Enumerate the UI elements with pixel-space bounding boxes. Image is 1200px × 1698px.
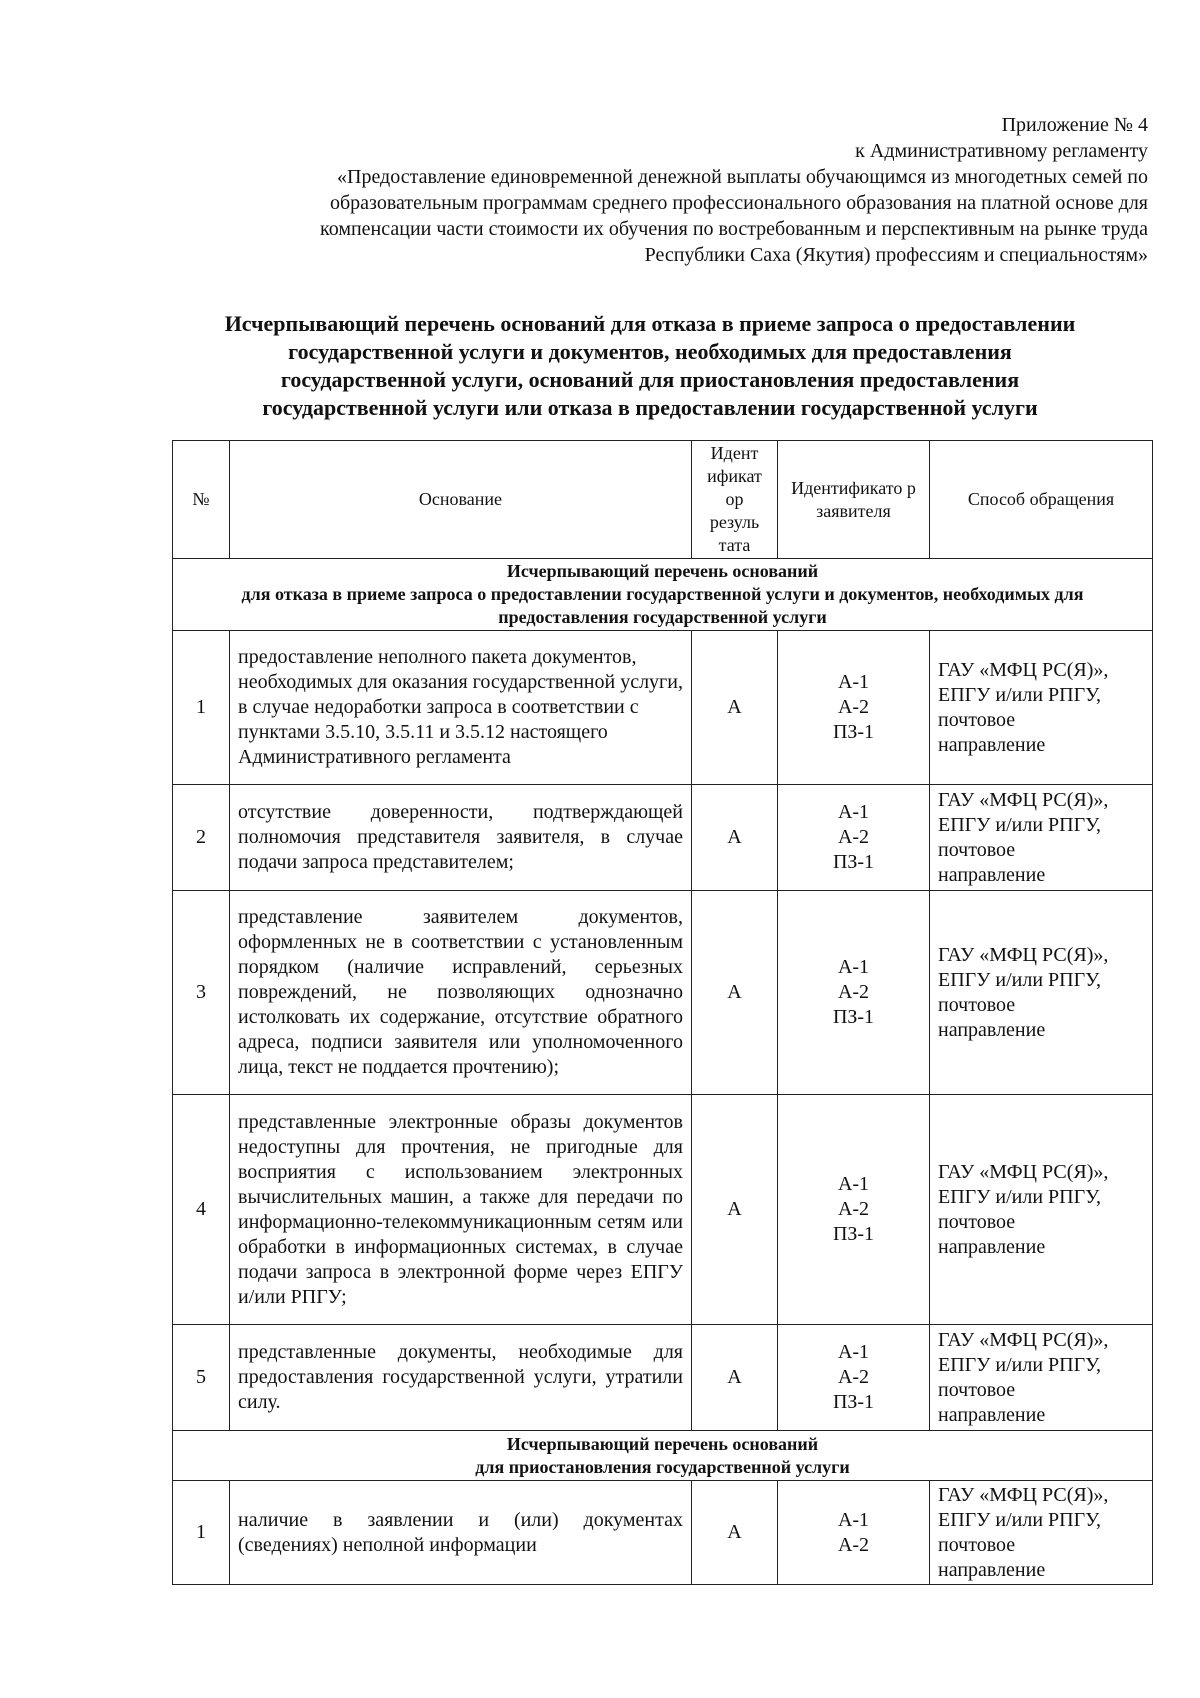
applicant-code: ПЗ-1 [832, 1223, 875, 1245]
header-num: № [173, 441, 230, 559]
method-line: ЕПГУ и/или РПГУ, [938, 683, 1102, 706]
applicant-code: А-1 [837, 801, 870, 823]
row-basis: представленные электронные образы документов недоступны для прочтения, не пригодные для восприятия с использованием электронных вычислительных машин, а также для передачи по информационно-телекоммуникационным сетям или обработки в информационных системах, в случае подачи запроса в электронной форме через ЕПГУ и/или РПГУ; [230, 1095, 692, 1325]
header-basis: Основание [230, 441, 692, 559]
row-applicant-id [778, 1095, 930, 1325]
appendix-line: «Предоставление единовременной денежной выплаты обучающимся из многодетных семей по [337, 166, 1148, 188]
row-number: 1 [173, 631, 230, 785]
method-line: направление [938, 1558, 1046, 1581]
section-title-line: для отказа в приеме запроса о предоставлении государственной услуги и документов, необходимых для предоставления государственной услуги [241, 584, 1084, 627]
applicant-code: А-2 [837, 826, 870, 848]
method-line: почтовое [938, 1210, 1016, 1233]
row-method [930, 1325, 1153, 1431]
appendix-line: Республики Саха (Якутия) профессиям и специальностям» [644, 244, 1148, 266]
row-method [930, 891, 1153, 1095]
method-line: ГАУ «МФЦ РС(Я)», [938, 1328, 1109, 1351]
row-result-id: А [692, 891, 778, 1095]
method-line: почтовое [938, 1378, 1016, 1401]
table-row [173, 1481, 1153, 1585]
header-result-id: Идент ификат ор резуль тата [692, 441, 778, 559]
row-number: 4 [173, 1095, 230, 1325]
row-basis: предоставление неполного пакета документов, необходимых для оказания государственной услуги, в случае недоработки запроса в соответствии с пунктами 3.5.10, 3.5.11 и 3.5.12 настоящего Административного регламента [230, 631, 692, 785]
row-result-id: А [692, 785, 778, 891]
method-line: направление [938, 863, 1046, 886]
section-title-line: для приостановления государственной услуги [475, 1456, 850, 1477]
row-method [930, 1481, 1153, 1585]
row-method [930, 785, 1153, 891]
method-line: ЕПГУ и/или РПГУ, [938, 1508, 1102, 1531]
header-method: Способ обращения [930, 441, 1153, 559]
applicant-code: А-1 [837, 1341, 870, 1363]
method-line: ГАУ «МФЦ РС(Я)», [938, 788, 1109, 811]
row-applicant-id [778, 891, 930, 1095]
method-line: почтовое [938, 708, 1016, 731]
applicant-code: А-1 [837, 956, 870, 978]
row-applicant-id [778, 631, 930, 785]
row-number: 1 [173, 1481, 230, 1585]
grounds-table [172, 440, 1153, 1585]
row-applicant-id [778, 785, 930, 891]
applicant-code: А-2 [837, 981, 870, 1003]
row-basis: представленные документы, необходимые для предоставления государственной услуги, утратили силу. [230, 1325, 692, 1431]
method-line: почтовое [938, 838, 1016, 861]
applicant-code: А-1 [837, 671, 870, 693]
method-line: направление [938, 1018, 1046, 1041]
appendix-line: к Административному регламенту [855, 140, 1148, 162]
row-result-id: А [692, 631, 778, 785]
row-applicant-id [778, 1325, 930, 1431]
method-line: ЕПГУ и/или РПГУ, [938, 1185, 1102, 1208]
applicant-code: А-2 [837, 1533, 870, 1556]
section-row [173, 1431, 1153, 1481]
method-line: ГАУ «МФЦ РС(Я)», [938, 943, 1109, 966]
method-line: направление [938, 1235, 1046, 1258]
heading-line: государственной услуги и документов, необходимых для предоставления [288, 339, 1012, 364]
section-row [173, 559, 1153, 631]
applicant-code: А-2 [837, 696, 870, 718]
appendix-header [148, 112, 1148, 268]
method-line: ЕПГУ и/или РПГУ, [938, 1353, 1102, 1376]
applicant-code: А-2 [837, 1198, 870, 1220]
applicant-code: А-2 [837, 1366, 870, 1388]
applicant-code: А-1 [837, 1508, 870, 1531]
appendix-line: Приложение № 4 [1001, 114, 1148, 136]
row-number: 2 [173, 785, 230, 891]
appendix-line: образовательным программам среднего профессионального образования на платной основе для [330, 192, 1148, 214]
row-basis: наличие в заявлении и (или) документах (сведениях) неполной информации [230, 1481, 692, 1585]
applicant-code: ПЗ-1 [832, 1006, 875, 1028]
heading-line: государственной услуги, оснований для приостановления предоставления [280, 367, 1020, 392]
method-line: ЕПГУ и/или РПГУ, [938, 968, 1102, 991]
row-basis: отсутствие доверенности, подтверждающей полномочия представителя заявителя, в случае подачи запроса представителем; [230, 785, 692, 891]
applicant-code: ПЗ-1 [832, 1391, 875, 1413]
heading-line: Исчерпывающий перечень оснований для отказа в приеме запроса о предоставлении [224, 311, 1076, 336]
table-row [173, 1325, 1153, 1431]
method-line: направление [938, 1403, 1046, 1426]
row-applicant-id [778, 1481, 930, 1585]
header-applicant-id: Идентификато р заявителя [778, 441, 930, 559]
applicant-code: ПЗ-1 [832, 851, 875, 873]
table-header-row [173, 441, 1153, 559]
row-method [930, 631, 1153, 785]
applicant-code: ПЗ-1 [832, 721, 875, 743]
applicant-code: А-1 [837, 1173, 870, 1195]
row-result-id: А [692, 1325, 778, 1431]
row-number: 5 [173, 1325, 230, 1431]
method-line: ГАУ «МФЦ РС(Я)», [938, 658, 1109, 681]
section-title [173, 1431, 1153, 1481]
section-title-line: Исчерпывающий перечень оснований [506, 561, 819, 581]
method-line: почтовое [938, 1533, 1016, 1556]
method-line: ЕПГУ и/или РПГУ, [938, 813, 1102, 836]
method-line: ГАУ «МФЦ РС(Я)», [938, 1483, 1109, 1506]
row-number: 3 [173, 891, 230, 1095]
document-heading [150, 310, 1150, 422]
table-row [173, 1095, 1153, 1325]
method-line: ГАУ «МФЦ РС(Я)», [938, 1160, 1109, 1183]
heading-line: государственной услуги или отказа в предоставлении государственной услуги [262, 395, 1038, 420]
table-row [173, 631, 1153, 785]
row-result-id: А [692, 1481, 778, 1585]
table-row [173, 785, 1153, 891]
row-method [930, 1095, 1153, 1325]
appendix-line: компенсации части стоимости их обучения по востребованным и перспективным на рынке труда [320, 218, 1148, 240]
section-title [173, 559, 1153, 631]
table-row [173, 891, 1153, 1095]
section-title-line: Исчерпывающий перечень оснований [506, 1433, 819, 1454]
method-line: почтовое [938, 993, 1016, 1016]
row-basis: представление заявителем документов, оформленных не в соответствии с установленным порядком (наличие исправлений, серьезных повреждений, не позволяющих однозначно истолковать их содержание, отсутствие обратного адреса, подписи заявителя или уполномоченного лица, текст не поддается прочтению); [230, 891, 692, 1095]
method-line: направление [938, 733, 1046, 756]
row-result-id: А [692, 1095, 778, 1325]
